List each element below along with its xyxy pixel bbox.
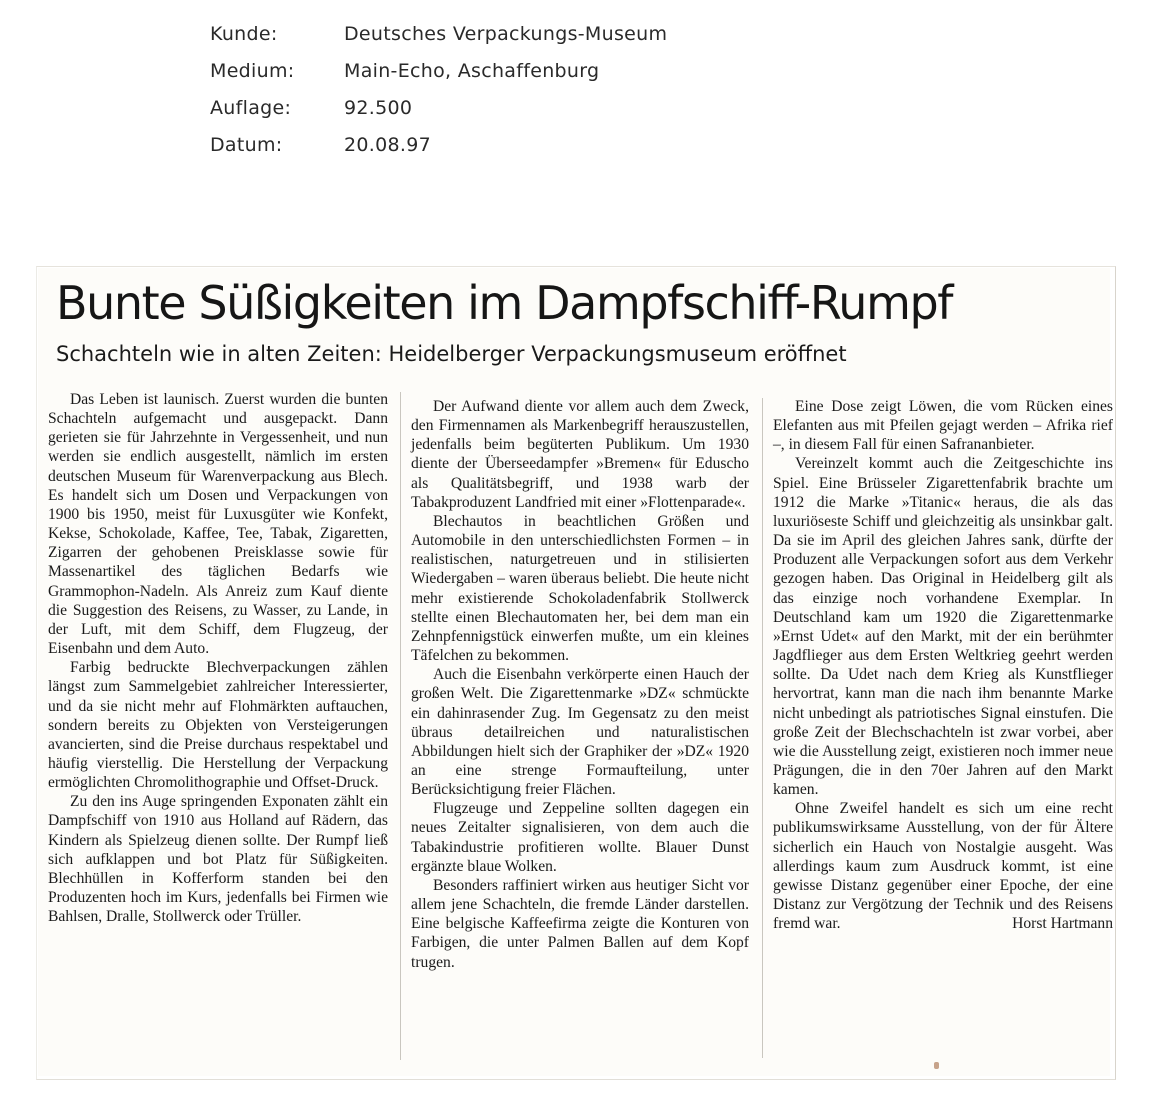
column-divider	[762, 398, 763, 1058]
article-subheadline: Schachteln wie in alten Zeiten: Heidelberger Verpackungsmuseum eröffnet	[56, 342, 847, 366]
paragraph: Ohne Zweifel handelt es sich um eine recht publikumswirksame Ausstellung, von der für Ältere sicherlich ein Hauch von Nostalgie ausgeht. Was allerdings kaum zum Ausdruck kommt, ist eine gewisse Distanz gegenüber einer Epoche, der eine Distanz zur Vergötzung der Technik und des Reisens fremd war.	[773, 800, 1113, 933]
article-column-3	[773, 397, 1113, 934]
article-author: Horst Hartmann	[1012, 915, 1113, 933]
meta-label: Auflage:	[210, 97, 292, 119]
meta-row-customer	[210, 20, 667, 57]
meta-row-circulation	[210, 94, 667, 131]
article-column-1	[48, 390, 388, 926]
paragraph: Flugzeuge und Zeppeline sollten dagegen ein neues Zeitalter signalisieren, von dem auch die Tabakindustrie profitieren wollte. Blauer Dunst ergänzte blaue Wolken.	[411, 800, 749, 875]
paragraph: Der Aufwand diente vor allem auch dem Zweck, den Firmennamen als Markenbegriff herauszustellen, jedenfalls beim begüterten Publikum. Um 1930 diente der Überseedampfer »Bremen« für Eduscho als Qualitätsbegriff, und 1938 warb der Tabakproduzent Landfried mit einer »Flottenparade«.	[411, 398, 749, 511]
paragraph: Eine Dose zeigt Löwen, die vom Rücken eines Elefanten aus mit Pfeilen gejagt werden – Afrika rief –, in diesem Fall für einen Safrananbieter.	[773, 398, 1113, 454]
meta-row-date	[210, 131, 667, 168]
column-divider	[400, 392, 401, 1060]
clipping-metadata	[210, 20, 667, 168]
meta-row-medium	[210, 57, 667, 94]
paragraph: Auch die Eisenbahn verkörperte einen Hauch der großen Welt. Die Zigarettenmarke »DZ« schmückte ein dahinrasender Zug. Im Gegensatz zu den meist übraus detailreichen und naturalistischen Abbildungen hielt sich der Graphiker der »DZ« 1920 an eine strenge Formaufteilung, unter Berücksichtigung freier Flächen.	[411, 666, 749, 799]
meta-label: Medium:	[210, 60, 295, 82]
article-headline: Bunte Süßigkeiten im Dampfschiff-Rumpf	[56, 276, 953, 330]
paper-speck	[934, 1062, 939, 1069]
meta-label: Datum:	[210, 134, 283, 156]
paragraph: Zu den ins Auge springenden Exponaten zählt ein Dampfschiff von 1910 aus Holland auf Rädern, das Kindern als Spielzeug dienen sollte. Der Rumpf ließ sich aufklappen und bot Platz für Süßigkeiten. Blechhüllen in Kofferform standen bei den Produzenten hoch im Kurs, jedenfalls bei Firmen wie Bahlsen, Dralle, Stollwerck oder Trüller.	[48, 793, 388, 926]
meta-label: Kunde:	[210, 23, 278, 45]
paragraph: Vereinzelt kommt auch die Zeitgeschichte ins Spiel. Eine Brüsseler Zigarettenfabrik brachte um 1912 die Marke »Titanic« heraus, die als das luxuriöseste Schiff und gleichzeitig als unsinkbar galt. Da sie im April des gleichen Jahres sank, dürfte der Produzent alle Verpackungen sofort aus dem Verkehr gezogen haben. Das Original in Heidelberg gilt als das einzige noch vorhandene Exemplar. In Deutschland kam um 1920 die Zigarettenmarke »Ernst Udet« auf den Markt, mit der ein berühmter Jagdflieger aus dem Ersten Weltkrieg geehrt werden sollte. Da Udet nach dem Krieg als Kunstflieger hervortrat, kann man die nach ihm benannte Marke nicht unbedingt als patriotisches Signal einstufen. Die große Zeit der Blechschachteln ist zwar vorbei, aber wie die Ausstellung zeigt, existieren noch immer neue Prägungen, die in den 70er Jahren auf den Markt kamen.	[773, 455, 1113, 799]
meta-value: 92.500	[344, 97, 413, 119]
meta-value: 20.08.97	[344, 134, 432, 156]
paragraph: Das Leben ist launisch. Zuerst wurden die bunten Schachteln aufgemacht und ausgepackt. Dann gerieten sie für Jahrzehnte in Vergessenheit, und nun werden sie endlich ausgestellt, nämlich im ersten deutschen Museum für Warenverpackung aus Blech. Es handelt sich um Dosen und Verpackungen von 1900 bis 1950, meist für Luxusgüter wie Konfekt, Kekse, Schokolade, Kaffee, Tee, Tabak, Zigaretten, Zigarren der gehobenen Preisklasse sowie für Massenartikel des täglichen Bedarfs wie Grammophon-Nadeln. Als Anreiz zum Kauf diente die Suggestion des Reisens, zu Wasser, zu Lande, in der Luft, mit dem Schiff, dem Flugzeug, der Eisenbahn und dem Auto.	[48, 391, 388, 658]
meta-value: Main-Echo, Aschaffenburg	[344, 60, 600, 82]
meta-value: Deutsches Verpackungs-Museum	[344, 23, 668, 45]
paragraph: Besonders raffiniert wirken aus heutiger Sicht vor allem jene Schachteln, die fremde Länder darstellen. Eine belgische Kaffeefirma zeigte die Konturen von Farbigen, die unter Palmen Ballen auf dem Kopf trugen.	[411, 876, 749, 971]
article-column-2	[411, 397, 749, 972]
paragraph: Farbig bedruckte Blechverpackungen zählen längst zum Sammelgebiet zahlreicher Interessierter, und da sie nicht mehr auf Flohmärkten auftauchen, sondern bereits zu Objekten von Versteigerungen avancierten, sind die Preise durchaus respektabel und häufig vierstellig. Die Herstellung der Verpackung ermöglichten Chromolithographie und Offset-Druck.	[48, 659, 388, 792]
paragraph: Blechautos in beachtlichen Größen und Automobile in den unterschiedlichsten Formen – in realistischen, naturgetreuen und in stilisierten Wiedergaben – waren überaus beliebt. Die heute nicht mehr existierende Schokoladenfabrik Stollwerck stellte einen Blechautomaten her, bei dem man ein Zehnpfennigstück einwerfen mußte, um ein kleines Täfelchen zu bekommen.	[411, 512, 749, 665]
